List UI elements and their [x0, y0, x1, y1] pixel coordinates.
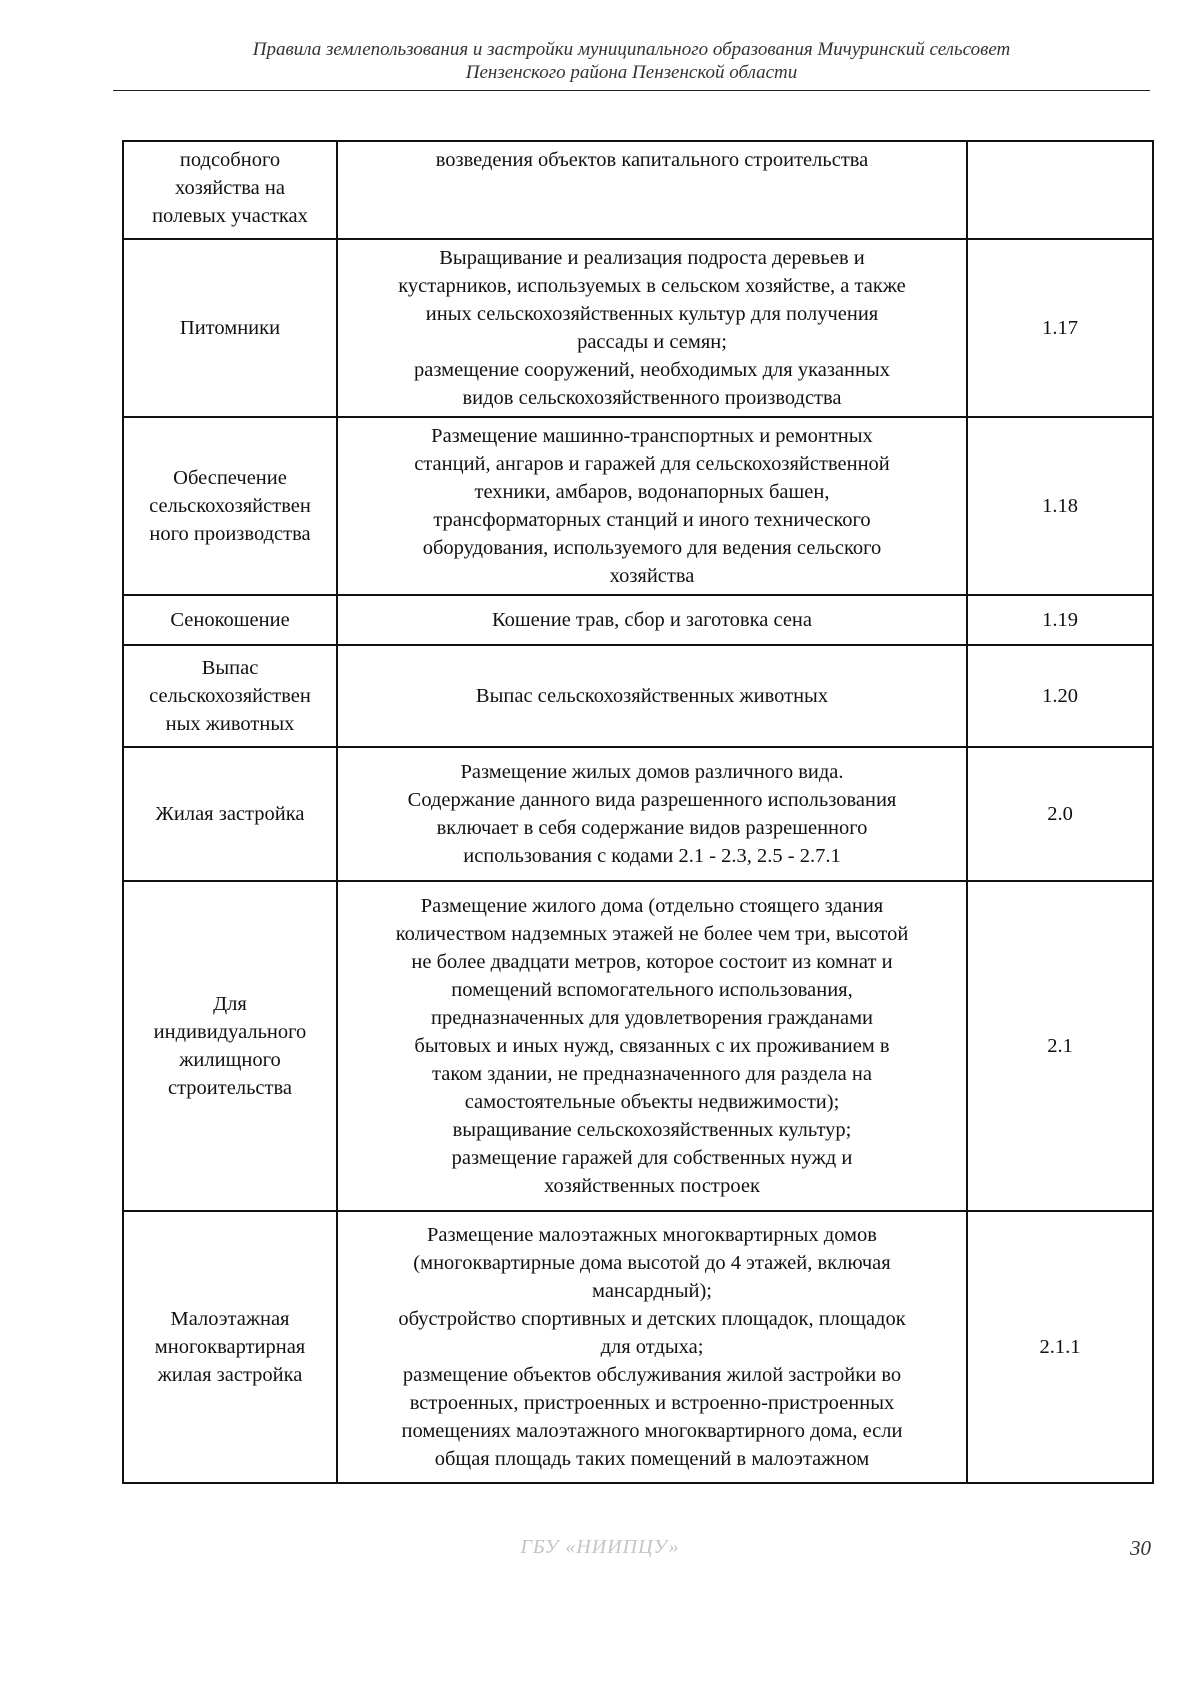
- use-type-code: 1.20: [967, 645, 1153, 747]
- use-type-description: Размещение малоэтажных многоквартирных домов (многоквартирные дома высотой до 4 этажей, включая мансардный); обустройство спортивных и детских площадок, площадок для отдыха; размещение объектов обслуживания жилой застройки во встроенных, пристроенных и встроенно-пристроенных помещениях малоэтажного многоквартирного дома, если общая площадь таких помещений в малоэтажном: [337, 1211, 967, 1483]
- use-type-description: Размещение жилых домов различного вида. Содержание данного вида разрешенного использования включает в себя содержание видов разрешенного использования с кодами 2.1 - 2.3, 2.5 - 2.7.1: [337, 747, 967, 881]
- use-type-code: 2.1: [967, 881, 1153, 1211]
- table-row: [123, 881, 1153, 1211]
- use-type-code: 1.19: [967, 595, 1153, 645]
- header-line-1: Правила землепользования и застройки муниципального образования Мичуринский сельсовет: [252, 39, 1011, 60]
- land-use-table: [122, 140, 1154, 1484]
- footer-organization: ГБУ «НИИПЦУ»: [520, 1536, 680, 1558]
- use-type-name: Питомники: [123, 239, 337, 417]
- use-type-name: Жилая застройка: [123, 747, 337, 881]
- use-type-name: Обеспечение сельскохозяйствен ного производства: [123, 417, 337, 595]
- use-type-code: 1.18: [967, 417, 1153, 595]
- use-type-description: Выпас сельскохозяйственных животных: [337, 645, 967, 747]
- use-type-code: 2.0: [967, 747, 1153, 881]
- table-row: [123, 747, 1153, 881]
- use-type-description: Кошение трав, сбор и заготовка сена: [337, 595, 967, 645]
- use-type-name: Малоэтажная многоквартирная жилая застройка: [123, 1211, 337, 1483]
- header-line-2: Пензенского района Пензенской области: [465, 62, 798, 83]
- use-type-code: 1.17: [967, 239, 1153, 417]
- use-type-description: Выращивание и реализация подроста деревьев и кустарников, используемых в сельском хозяйстве, а также иных сельскохозяйственных культур для получения рассады и семян; размещение сооружений, необходимых для указанных видов сельскохозяйственного производства: [337, 239, 967, 417]
- page-header: [113, 38, 1150, 84]
- table-row: [123, 645, 1153, 747]
- use-type-code: [967, 141, 1153, 239]
- use-type-description: возведения объектов капитального строительства: [337, 141, 967, 239]
- table-row: [123, 141, 1153, 239]
- use-type-description: Размещение жилого дома (отдельно стоящего здания количеством надземных этажей не более чем три, высотой не более двадцати метров, которое состоит из комнат и помещений вспомогательного использования, предназначенных для удовлетворения гражданами бытовых и иных нужд, связанных с их проживанием в таком здании, не предназначенного для раздела на самостоятельные объекты недвижимости); выращивание сельскохозяйственных культур; размещение гаражей для собственных нужд и хозяйственных построек: [337, 881, 967, 1211]
- use-type-code: 2.1.1: [967, 1211, 1153, 1483]
- use-type-description: Размещение машинно-транспортных и ремонтных станций, ангаров и гаражей для сельскохозяйственной техники, амбаров, водонапорных башен, трансформаторных станций и иного технического оборудования, используемого для ведения сельского хозяйства: [337, 417, 967, 595]
- page-number: 30: [1130, 1536, 1151, 1560]
- table-row: [123, 595, 1153, 645]
- table-row: [123, 239, 1153, 417]
- header-divider: [113, 90, 1150, 91]
- table-row: [123, 1211, 1153, 1483]
- use-type-name: Выпас сельскохозяйствен ных животных: [123, 645, 337, 747]
- use-type-name: подсобного хозяйства на полевых участках: [123, 141, 337, 239]
- use-type-name: Сенокошение: [123, 595, 337, 645]
- table-row: [123, 417, 1153, 595]
- use-type-name: Для индивидуального жилищного строительства: [123, 881, 337, 1211]
